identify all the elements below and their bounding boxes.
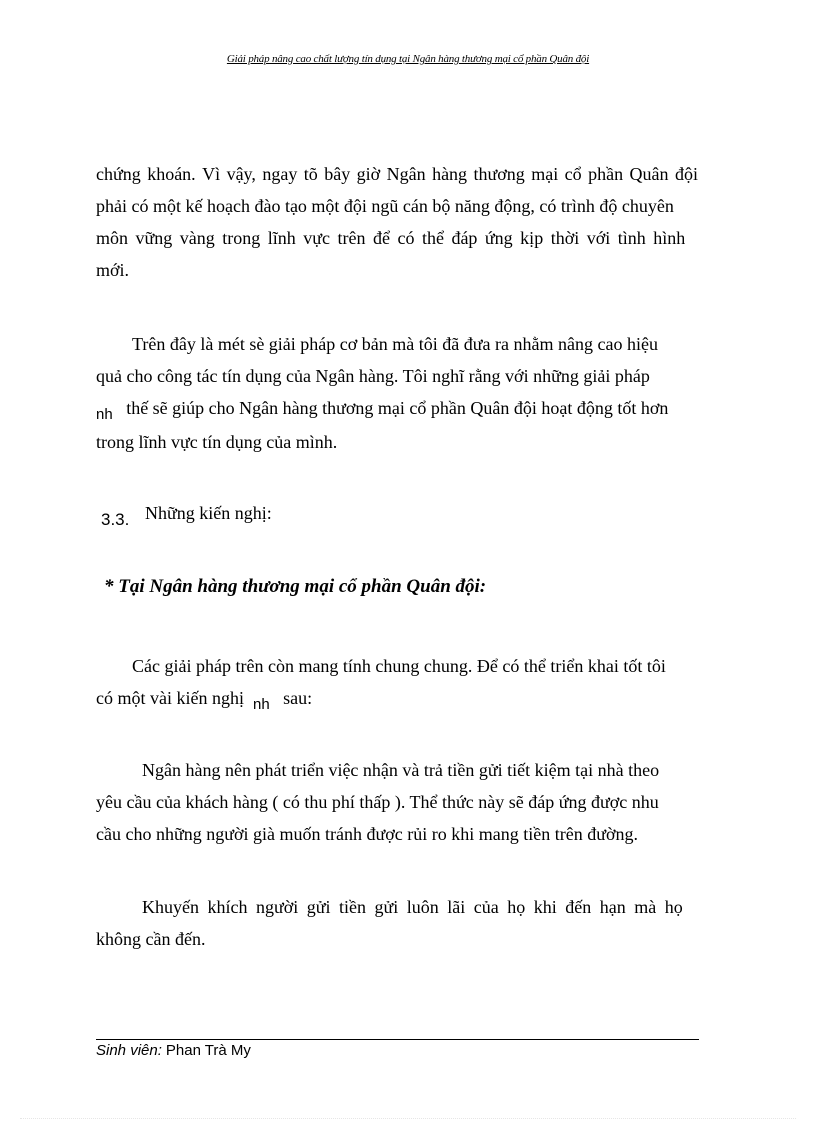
paragraph-line: mới. <box>96 260 130 280</box>
paragraph-fragment: thế sẽ giúp cho Ngân hàng thương mại cổ phần Quân đội hoạt động tốt hơn <box>126 398 669 418</box>
word: Vì <box>202 164 221 184</box>
paragraph-line: yêu cầu của khách hàng ( có thu phí thấp ). Thể thức này sẽ đáp ứng được nhu <box>96 792 659 812</box>
section-heading: Những kiến nghị: <box>145 503 272 523</box>
paragraph-line: phải có một kế hoạch đào tạo một đội ngũ cán bộ năng động, có trình độ chuyên <box>96 196 674 216</box>
paragraph-5 <box>96 891 698 955</box>
paragraph-2 <box>96 328 698 458</box>
paragraph-line <box>96 158 698 190</box>
paragraph-fragment: nh <box>96 406 113 423</box>
word: cổ <box>564 164 582 184</box>
word: đội <box>674 164 698 184</box>
paragraph-1 <box>96 158 698 286</box>
word: ngay <box>262 164 298 184</box>
paragraph-line: môn vững vàng trong lĩnh vực trên để có thể đáp ứng kịp thời với tình hình <box>96 228 686 248</box>
paragraph-line: trong lĩnh vực tín dụng của mình. <box>96 432 338 452</box>
paragraph-line: cầu cho những người già muốn tránh được rủi ro khi mang tiền trên đường. <box>96 824 638 844</box>
paragraph-fragment: nh <box>252 696 270 713</box>
section-number: 3.3. <box>101 510 130 529</box>
word: chứng <box>96 164 141 184</box>
word: hàng <box>432 164 468 184</box>
word: vậy, <box>226 164 256 184</box>
word: bây <box>324 164 351 184</box>
word: tõ <box>303 164 318 184</box>
word: thương <box>473 164 525 184</box>
footer-divider <box>96 1039 699 1040</box>
word: khoán. <box>147 164 196 184</box>
word: giờ <box>356 164 381 184</box>
paragraph-4 <box>96 754 698 850</box>
subheading: * Tại Ngân hàng thương mại cổ phần Quân đội: <box>104 576 487 597</box>
paragraph-fragment: sau: <box>283 688 313 708</box>
footer-label: Sinh viên: <box>96 1042 162 1059</box>
paragraph-fragment: có một vài kiến nghị <box>96 688 244 708</box>
paragraph-line: Khuyến khích người gửi tiền gửi luôn lãi của họ khi đến hạn mà họ <box>142 897 683 917</box>
paragraph-3 <box>96 650 698 716</box>
page-bottom-border <box>20 1118 796 1119</box>
page-header-title: Giải pháp nâng cao chất lượng tín dụng tại Ngân hàng thương mại cổ phần Quân đội <box>226 53 590 65</box>
word: phần <box>588 164 624 184</box>
paragraph-line: Các giải pháp trên còn mang tính chung chung. Để có thể triển khai tốt tôi <box>132 656 666 676</box>
paragraph-line <box>96 682 698 716</box>
word: Quân <box>629 164 669 184</box>
paragraph-line: không cần đến. <box>96 929 206 949</box>
word: Ngân <box>386 164 426 184</box>
word: mại <box>531 164 559 184</box>
paragraph-line <box>96 392 698 426</box>
paragraph-line: Ngân hàng nên phát triển việc nhận và trả tiền gửi tiết kiệm tại nhà theo <box>142 760 660 780</box>
paragraph-line: quả cho công tác tín dụng của Ngân hàng. Tôi nghĩ rằng với những giải pháp <box>96 366 650 386</box>
paragraph-line: Trên đây là mét sè giải pháp cơ bản mà tôi đã đưa ra nhằm nâng cao hiệu <box>132 334 658 354</box>
footer-author-name: Phan Trà My <box>165 1042 251 1059</box>
page-footer <box>96 1042 251 1060</box>
